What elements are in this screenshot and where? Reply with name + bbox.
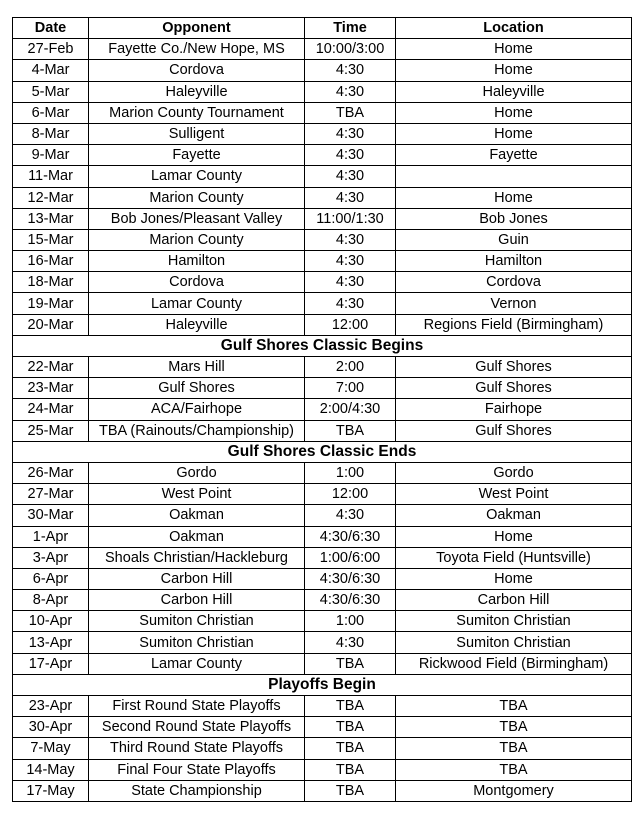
game-opponent: Carbon Hill	[89, 568, 305, 589]
location-column-header: Location	[396, 18, 632, 39]
game-location: Gordo	[396, 462, 632, 483]
game-row	[13, 780, 632, 801]
game-opponent: Lamar County	[89, 653, 305, 674]
game-date: 24-Mar	[13, 399, 89, 420]
game-opponent: Fayette	[89, 145, 305, 166]
game-date: 25-Mar	[13, 420, 89, 441]
game-location: Fairhope	[396, 399, 632, 420]
game-location: Gulf Shores	[396, 420, 632, 441]
game-time: 11:00/1:30	[305, 208, 396, 229]
game-time: 7:00	[305, 378, 396, 399]
game-location: Home	[396, 568, 632, 589]
game-date: 16-Mar	[13, 251, 89, 272]
game-date: 30-Mar	[13, 505, 89, 526]
section-header-row	[13, 441, 632, 462]
game-time: 4:30/6:30	[305, 526, 396, 547]
game-time: 1:00	[305, 611, 396, 632]
game-row	[13, 653, 632, 674]
game-time: 4:30	[305, 81, 396, 102]
game-row	[13, 314, 632, 335]
game-location: TBA	[396, 759, 632, 780]
game-opponent: Haleyville	[89, 314, 305, 335]
game-opponent: Cordova	[89, 272, 305, 293]
game-opponent: Marion County Tournament	[89, 102, 305, 123]
game-row	[13, 166, 632, 187]
game-date: 13-Apr	[13, 632, 89, 653]
game-row	[13, 81, 632, 102]
date-column-header: Date	[13, 18, 89, 39]
game-row	[13, 717, 632, 738]
game-location	[396, 166, 632, 187]
game-opponent: Oakman	[89, 526, 305, 547]
game-time: TBA	[305, 420, 396, 441]
game-location: TBA	[396, 738, 632, 759]
game-date: 20-Mar	[13, 314, 89, 335]
game-row	[13, 60, 632, 81]
game-opponent: Sumiton Christian	[89, 611, 305, 632]
game-time: 12:00	[305, 314, 396, 335]
game-date: 26-Mar	[13, 462, 89, 483]
game-location: Vernon	[396, 293, 632, 314]
game-date: 23-Mar	[13, 378, 89, 399]
game-date: 9-Mar	[13, 145, 89, 166]
game-opponent: Sumiton Christian	[89, 632, 305, 653]
game-location: Carbon Hill	[396, 590, 632, 611]
game-row	[13, 102, 632, 123]
game-location: Home	[396, 123, 632, 144]
game-date: 17-May	[13, 780, 89, 801]
game-opponent: Oakman	[89, 505, 305, 526]
game-opponent: State Championship	[89, 780, 305, 801]
game-opponent: Cordova	[89, 60, 305, 81]
game-location: Toyota Field (Huntsville)	[396, 547, 632, 568]
game-row	[13, 208, 632, 229]
game-location: West Point	[396, 484, 632, 505]
game-date: 19-Mar	[13, 293, 89, 314]
game-opponent: First Round State Playoffs	[89, 696, 305, 717]
game-location: Home	[396, 102, 632, 123]
game-opponent: West Point	[89, 484, 305, 505]
game-date: 1-Apr	[13, 526, 89, 547]
game-time: TBA	[305, 102, 396, 123]
game-opponent: Marion County	[89, 229, 305, 250]
game-time: TBA	[305, 780, 396, 801]
game-date: 10-Apr	[13, 611, 89, 632]
game-time: 4:30	[305, 505, 396, 526]
game-location: Oakman	[396, 505, 632, 526]
game-opponent: Shoals Christian/Hackleburg	[89, 547, 305, 568]
game-time: 2:00/4:30	[305, 399, 396, 420]
game-opponent: Haleyville	[89, 81, 305, 102]
game-row	[13, 526, 632, 547]
game-row	[13, 547, 632, 568]
game-date: 11-Mar	[13, 166, 89, 187]
game-date: 14-May	[13, 759, 89, 780]
game-time: TBA	[305, 717, 396, 738]
game-row	[13, 272, 632, 293]
game-date: 8-Mar	[13, 123, 89, 144]
game-opponent: Second Round State Playoffs	[89, 717, 305, 738]
game-date: 13-Mar	[13, 208, 89, 229]
game-row	[13, 420, 632, 441]
game-location: TBA	[396, 696, 632, 717]
game-location: Home	[396, 60, 632, 81]
game-location: Regions Field (Birmingham)	[396, 314, 632, 335]
game-location: Hamilton	[396, 251, 632, 272]
game-date: 3-Apr	[13, 547, 89, 568]
game-location: TBA	[396, 717, 632, 738]
game-opponent: Fayette Co./New Hope, MS	[89, 39, 305, 60]
opponent-column-header: Opponent	[89, 18, 305, 39]
game-row	[13, 145, 632, 166]
game-date: 6-Apr	[13, 568, 89, 589]
section-title: Playoffs Begin	[13, 674, 632, 695]
game-row	[13, 39, 632, 60]
game-location: Home	[396, 526, 632, 547]
game-time: 4:30	[305, 145, 396, 166]
game-row	[13, 484, 632, 505]
section-header-row	[13, 335, 632, 356]
game-opponent: Mars Hill	[89, 357, 305, 378]
section-title: Gulf Shores Classic Ends	[13, 441, 632, 462]
game-date: 15-Mar	[13, 229, 89, 250]
game-date: 27-Mar	[13, 484, 89, 505]
game-row	[13, 293, 632, 314]
game-time: 4:30	[305, 632, 396, 653]
game-opponent: Sulligent	[89, 123, 305, 144]
game-opponent: Gulf Shores	[89, 378, 305, 399]
game-row	[13, 738, 632, 759]
game-opponent: Bob Jones/Pleasant Valley	[89, 208, 305, 229]
game-date: 6-Mar	[13, 102, 89, 123]
game-opponent: Final Four State Playoffs	[89, 759, 305, 780]
game-row	[13, 590, 632, 611]
game-time: 4:30	[305, 123, 396, 144]
game-location: Guin	[396, 229, 632, 250]
game-row	[13, 378, 632, 399]
game-location: Haleyville	[396, 81, 632, 102]
game-opponent: Hamilton	[89, 251, 305, 272]
game-row	[13, 462, 632, 483]
game-row	[13, 123, 632, 144]
game-row	[13, 229, 632, 250]
game-date: 4-Mar	[13, 60, 89, 81]
game-location: Sumiton Christian	[396, 611, 632, 632]
game-date: 18-Mar	[13, 272, 89, 293]
game-opponent: Carbon Hill	[89, 590, 305, 611]
time-column-header: Time	[305, 18, 396, 39]
game-time: 4:30	[305, 229, 396, 250]
schedule-body	[13, 39, 632, 802]
game-location: Gulf Shores	[396, 357, 632, 378]
schedule-table	[12, 17, 632, 802]
game-time: 4:30	[305, 272, 396, 293]
game-time: 4:30	[305, 60, 396, 81]
game-opponent: Lamar County	[89, 293, 305, 314]
game-row	[13, 505, 632, 526]
game-date: 12-Mar	[13, 187, 89, 208]
game-date: 30-Apr	[13, 717, 89, 738]
game-location: Fayette	[396, 145, 632, 166]
game-location: Montgomery	[396, 780, 632, 801]
game-row	[13, 357, 632, 378]
game-row	[13, 611, 632, 632]
game-row	[13, 568, 632, 589]
game-location: Gulf Shores	[396, 378, 632, 399]
game-date: 5-Mar	[13, 81, 89, 102]
game-time: TBA	[305, 738, 396, 759]
game-row	[13, 187, 632, 208]
game-opponent: Lamar County	[89, 166, 305, 187]
game-opponent: Third Round State Playoffs	[89, 738, 305, 759]
game-location: Home	[396, 187, 632, 208]
game-date: 8-Apr	[13, 590, 89, 611]
header-row	[13, 18, 632, 39]
game-row	[13, 632, 632, 653]
game-time: 10:00/3:00	[305, 39, 396, 60]
game-time: 4:30	[305, 251, 396, 272]
section-header-row	[13, 674, 632, 695]
game-location: Sumiton Christian	[396, 632, 632, 653]
game-date: 27-Feb	[13, 39, 89, 60]
game-time: 4:30/6:30	[305, 590, 396, 611]
game-time: TBA	[305, 759, 396, 780]
section-title: Gulf Shores Classic Begins	[13, 335, 632, 356]
game-opponent: Marion County	[89, 187, 305, 208]
game-location: Cordova	[396, 272, 632, 293]
game-time: 4:30	[305, 293, 396, 314]
game-opponent: ACA/Fairhope	[89, 399, 305, 420]
game-row	[13, 251, 632, 272]
game-row	[13, 399, 632, 420]
game-date: 17-Apr	[13, 653, 89, 674]
game-date: 22-Mar	[13, 357, 89, 378]
game-row	[13, 759, 632, 780]
game-location: Rickwood Field (Birmingham)	[396, 653, 632, 674]
game-time: 12:00	[305, 484, 396, 505]
game-opponent: Gordo	[89, 462, 305, 483]
game-location: Home	[396, 39, 632, 60]
game-row	[13, 696, 632, 717]
game-date: 7-May	[13, 738, 89, 759]
game-time: TBA	[305, 653, 396, 674]
game-location: Bob Jones	[396, 208, 632, 229]
game-time: 4:30	[305, 166, 396, 187]
game-time: 1:00	[305, 462, 396, 483]
game-date: 23-Apr	[13, 696, 89, 717]
game-opponent: TBA (Rainouts/Championship)	[89, 420, 305, 441]
game-time: 4:30/6:30	[305, 568, 396, 589]
game-time: 4:30	[305, 187, 396, 208]
game-time: TBA	[305, 696, 396, 717]
game-time: 1:00/6:00	[305, 547, 396, 568]
game-time: 2:00	[305, 357, 396, 378]
